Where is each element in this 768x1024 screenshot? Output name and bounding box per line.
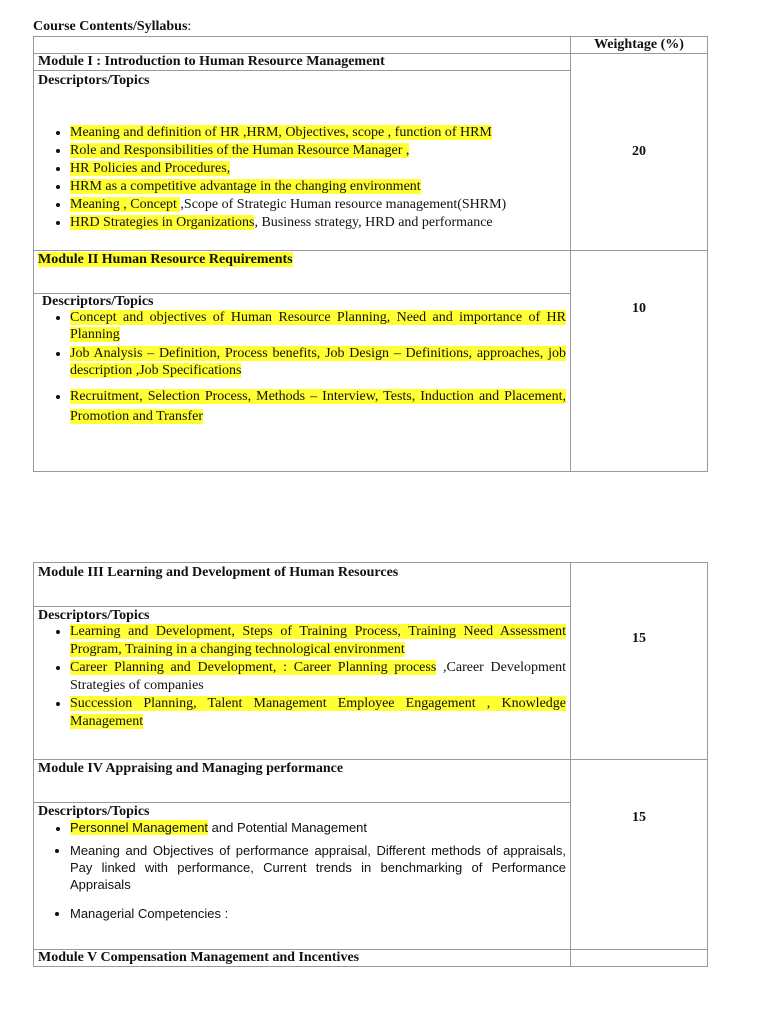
list-item: • HRD Strategies in Organizations, Business strategy, HRD and performance — [70, 214, 570, 232]
module-2-weightage: 10 — [571, 251, 708, 472]
module-4-topics — [34, 819, 566, 923]
module-1-cell — [34, 54, 571, 251]
module-5-title: Module V Compensation Management and Incentives — [38, 950, 360, 965]
syllabus-table-2 — [33, 562, 708, 967]
module-3-cell — [34, 563, 571, 760]
list-item: • Job Analysis – Definition, Process benefits, Job Design – Definitions, approaches, job description ,Job Specifications — [70, 345, 566, 379]
module-4-weightage: 15 — [571, 760, 708, 950]
list-item: • Role and Responsibilities of the Human Resource Manager , — [70, 142, 570, 160]
list-item: • HRM as a competitive advantage in the changing environment — [70, 178, 570, 196]
list-item: • Managerial Competencies : — [70, 905, 566, 923]
module-4-descriptors: Descriptors/Topics — [38, 804, 150, 819]
page-title: Course Contents/Syllabus: — [33, 19, 192, 34]
module-1-weightage: 20 — [571, 54, 708, 251]
weightage-header: Weightage (%) — [571, 37, 708, 54]
list-item: • Meaning and definition of HR ,HRM, Objectives, scope , function of HRM — [70, 124, 570, 142]
list-item: • Recruitment, Selection Process, Methods – Interview, Tests, Induction and Placement, Promotion and Transfer — [70, 387, 566, 427]
list-item: • Meaning , Concept ,Scope of Strategic Human resource management(SHRM) — [70, 196, 570, 214]
syllabus-table-1 — [33, 36, 708, 472]
module-3-title: Module III Learning and Development of Human Resources — [38, 565, 399, 580]
module-2-title: Module II Human Resource Requirements — [38, 252, 293, 267]
module-2-descriptors: Descriptors/Topics — [42, 294, 154, 309]
module-5-cell — [34, 950, 571, 967]
list-item: • Meaning and Objectives of performance appraisal, Different methods of appraisals, Pay linked with performance, Current trends in benchmarking of Performance Appraisals — [70, 842, 566, 893]
module-3-topics — [34, 623, 566, 731]
list-item: • Personnel Management and Potential Management — [70, 819, 566, 838]
module-1-topics — [34, 124, 570, 232]
module-4-cell — [34, 760, 571, 950]
module-4-title: Module IV Appraising and Managing performance — [38, 761, 344, 776]
module-1-title: Module I : Introduction to Human Resource Management — [34, 54, 570, 71]
list-item: • Learning and Development, Steps of Training Process, Training Need Assessment Program, Training in a changing technological environment — [70, 623, 566, 659]
module-1-descriptors: Descriptors/Topics — [38, 73, 150, 88]
list-item: • Concept and objectives of Human Resource Planning, Need and importance of HR Planning — [70, 309, 566, 343]
list-item: • Career Planning and Development, : Career Planning process ,Career Development Strategies of companies — [70, 659, 566, 695]
module-3-weightage: 15 — [571, 563, 708, 760]
list-item: • Succession Planning, Talent Management Employee Engagement , Knowledge Management — [70, 695, 566, 731]
module-2-cell — [34, 251, 571, 472]
module-2-topics — [34, 309, 566, 427]
module-3-descriptors: Descriptors/Topics — [38, 608, 150, 623]
list-item: • HR Policies and Procedures, — [70, 160, 570, 178]
